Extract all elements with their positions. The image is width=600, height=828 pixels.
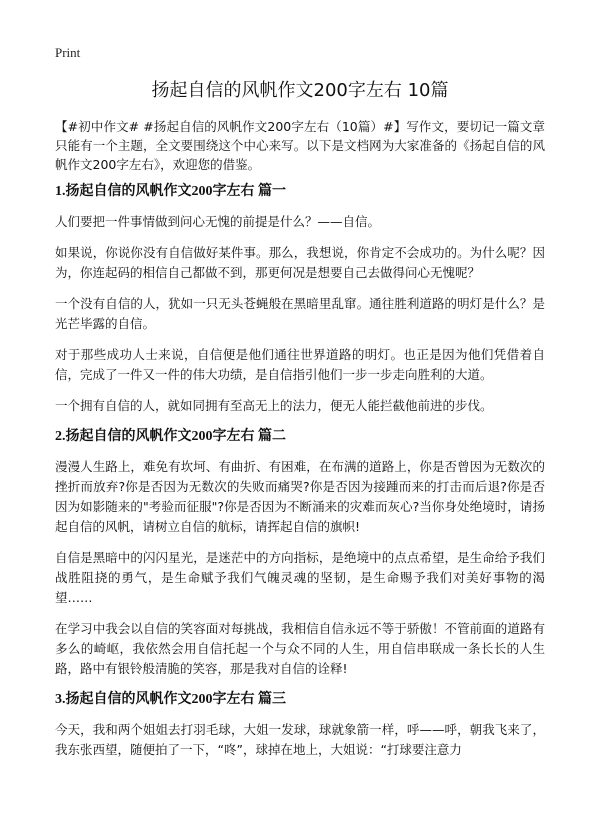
section-heading: 2.扬起自信的风帆作文200字左右 篇二	[55, 429, 286, 444]
print-link[interactable]: Print	[55, 45, 81, 60]
paragraph: 如果说，你说你没有自信做好某件事。那么，我想说，你肯定不会成功的。为什么呢？因为，你连起码的相信自己都做不到，那更何况是想要自己去做得问心无愧呢？	[55, 245, 545, 280]
paragraph: 在学习中我会以自信的笑容面对每挑战，我相信自信永远不等于骄傲！不管前面的道路有多么的崎岖，我依然会用自信托起一个与众不同的人生，用自信串联成一条长长的人生路，路中有银铃般清脆的笑容，那是我对自信的诠释!	[55, 621, 545, 676]
paragraph: 一个没有自信的人，犹如一只无头苍蝇般在黑暗里乱窜。通往胜利道路的明灯是什么？是光芒毕露的自信。	[55, 296, 545, 331]
intro-paragraph: 【#初中作文# #扬起自信的风帆作文200字左右（10篇）#】写作文，要切记一篇文章只能有一个主题，全文要围绕这个中心来写。以下是文档网为大家准备的《扬起自信的风帆作文200字左右》，欢迎您的借鉴。	[55, 119, 545, 172]
paragraph: 对于那些成功人士来说，自信便是他们通往世界道路的明灯。也正是因为他们凭借着自信，完成了一件又一件的伟大功绩，是自信指引他们一步一步走向胜利的大道。	[55, 347, 545, 382]
document-body	[55, 117, 545, 771]
section-heading: 1.扬起自信的风帆作文200字左右 篇一	[55, 184, 286, 199]
paragraph: 自信是黑暗中的闪闪星光，是迷茫中的方向指标，是绝境中的点点希望，是生命给予我们战胜阻挠的勇气，是生命赋予我们气魄灵魂的坚韧，是生命赐予我们对美好事物的渴望……	[55, 550, 545, 605]
paragraph: 人们要把一件事情做到问心无愧的前提是什么？——自信。	[55, 214, 381, 229]
section-heading: 3.扬起自信的风帆作文200字左右 篇三	[55, 692, 286, 707]
document-title: 扬起自信的风帆作文200字左右 10篇	[151, 80, 449, 101]
paragraph: 一个拥有自信的人，就如同拥有至高无上的法力，便无人能拦截他前进的步伐。	[55, 398, 493, 413]
paragraph: 漫漫人生路上，难免有坎坷、有曲折、有困难，在布满的道路上，你是否曾因为无数次的挫折而放弃?你是否因为无数次的失败而痛哭?你是否因为接踵而来的打击而后退?你是否因为如影随来的"考验而征服"?你是否因为不断涌来的灾难而灰心?当你身处绝境时，请扬起自信的风帆，请树立自信的航标，请挥起自信的旗帜!	[55, 459, 545, 534]
paragraph: 今天，我和两个姐姐去打羽毛球，大姐一发球，球就象箭一样，呼——呼，朝我飞来了，我东张西望，随便拍了一下，“咚”，球掉在地上，大姐说：“打球要注意力	[55, 722, 545, 757]
